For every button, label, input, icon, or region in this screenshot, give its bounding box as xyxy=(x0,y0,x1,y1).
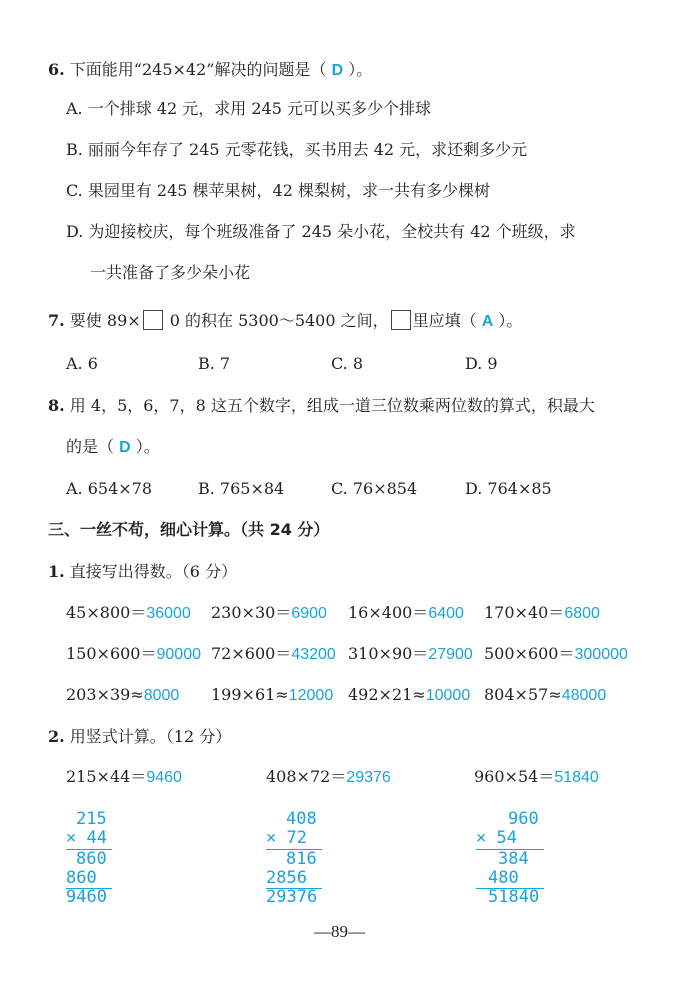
q7-option-c: C. 8 xyxy=(331,354,364,373)
vertical-line: 860 xyxy=(66,868,97,888)
calc2-text: 用竖式计算。（12 分） xyxy=(69,727,232,746)
q8-answer: D xyxy=(119,439,131,456)
calc-item xyxy=(348,603,464,624)
calc-answer: 48000 xyxy=(561,687,607,704)
calc-item xyxy=(211,603,327,624)
q7-answer: A xyxy=(481,313,494,330)
calc-expr: 215×44＝ xyxy=(66,767,147,786)
vertical-expr xyxy=(66,767,182,788)
calc-item xyxy=(211,644,336,665)
q7-mid: 0 的积在 5300～5400 之间， xyxy=(164,311,389,330)
calc-expr: 310×90＝ xyxy=(348,644,429,663)
vertical-expr xyxy=(474,767,599,788)
calc-item xyxy=(66,603,191,624)
calc-answer: 9460 xyxy=(146,769,182,786)
q7-tail: ）。 xyxy=(493,311,523,330)
section-3-title: 三、一丝不苟，细心计算。（共 24 分） xyxy=(48,520,330,539)
q8-option-a: A. 654×78 xyxy=(66,479,153,498)
calc-expr: 492×21≈ xyxy=(348,685,426,704)
vertical-line: × 72 xyxy=(266,828,307,848)
calc2-number: 2. xyxy=(48,727,65,746)
calc-answer: 36000 xyxy=(146,605,191,622)
vertical-line: 384 xyxy=(498,849,529,869)
q6-number: 6. xyxy=(48,60,65,79)
q6-option-d-cont: 一共准备了多少朵小花 xyxy=(90,263,251,282)
q6-option-b: B. 丽丽今年存了 245 元零花钱，买书用去 42 元，求还剩多少元 xyxy=(66,140,528,159)
q7-option-a: A. 6 xyxy=(66,354,98,373)
q7-pre: 要使 89× xyxy=(69,311,141,330)
calc-answer: 8000 xyxy=(143,687,180,704)
calc-item xyxy=(348,644,473,665)
calc-answer: 6800 xyxy=(564,605,600,622)
q6-option-c: C. 果园里有 245 棵苹果树，42 棵梨树，求一共有多少棵树 xyxy=(66,181,491,200)
q8-text: 用 4，5，6，7，8 这五个数字，组成一道三位数乘两位数的算式，积最大 xyxy=(69,396,595,415)
q8-number: 8. xyxy=(48,396,65,415)
q7-option-b: B. 7 xyxy=(198,354,231,373)
q6-text: 下面能用“245×42”解决的问题是（ xyxy=(69,60,332,79)
vertical-line: 9460 xyxy=(66,887,107,907)
calc-answer: 6900 xyxy=(291,605,327,622)
blank-box xyxy=(143,310,163,330)
q8-line1 xyxy=(48,396,595,416)
vertical-line: 2856 xyxy=(266,868,307,888)
calc2-title xyxy=(48,727,231,747)
calc-answer: 10000 xyxy=(425,687,471,704)
vertical-expr xyxy=(266,767,391,788)
vertical-line: 51840 xyxy=(488,887,540,907)
page-number: —89— xyxy=(314,922,365,941)
vertical-line: × 44 xyxy=(66,828,107,848)
calc-expr: 199×61≈ xyxy=(211,685,289,704)
calc-item xyxy=(66,644,201,665)
calc-answer: 51840 xyxy=(554,769,599,786)
vertical-line: 215 xyxy=(76,809,107,829)
calc-expr: 16×400＝ xyxy=(348,603,429,622)
calc-answer: 90000 xyxy=(156,646,201,663)
calc-expr: 150×600＝ xyxy=(66,644,157,663)
calc-item xyxy=(484,685,606,706)
calc-item xyxy=(484,603,600,624)
vertical-line: 960 xyxy=(508,809,539,829)
q6-option-d: D. 为迎接校庆，每个班级准备了 245 朵小花，全校共有 42 个班级，求 xyxy=(66,222,576,241)
calc1-text: 直接写出得数。（6 分） xyxy=(69,562,238,581)
calc1-number: 1. xyxy=(48,562,65,581)
calc-expr: 45×800＝ xyxy=(66,603,147,622)
calc-answer: 300000 xyxy=(574,646,628,663)
calc-answer: 27900 xyxy=(428,646,473,663)
q8-tail: ）。 xyxy=(130,437,160,456)
vertical-line: 860 xyxy=(76,849,107,869)
q7-option-d: D. 9 xyxy=(465,354,498,373)
q6-stem xyxy=(48,60,372,81)
q6-answer: D xyxy=(331,62,344,79)
vertical-line: 408 xyxy=(286,809,317,829)
q7-post: 里应填（ xyxy=(412,311,482,330)
calc-answer: 43200 xyxy=(291,646,336,663)
calc-expr: 170×40＝ xyxy=(484,603,565,622)
calc-item xyxy=(484,644,628,665)
calc-expr: 500×600＝ xyxy=(484,644,575,663)
q8-option-c: C. 76×854 xyxy=(331,479,418,498)
calc-expr: 230×30＝ xyxy=(211,603,292,622)
q7-stem xyxy=(48,310,522,332)
calc-expr: 72×600＝ xyxy=(211,644,292,663)
q6-tail: ）。 xyxy=(343,60,373,79)
q8-option-d: D. 764×85 xyxy=(465,479,552,498)
q6-option-a: A. 一个排球 42 元，求用 245 元可以买多少个排球 xyxy=(66,99,431,118)
calc-item xyxy=(66,685,179,706)
calc-answer: 6400 xyxy=(428,605,464,622)
vertical-line: 29376 xyxy=(266,887,318,907)
q8-line2 xyxy=(66,437,160,458)
calc-expr: 960×54＝ xyxy=(474,767,555,786)
vertical-line: 480 xyxy=(488,868,519,888)
calc-item xyxy=(348,685,470,706)
q8-option-b: B. 765×84 xyxy=(198,479,285,498)
calc-expr: 804×57≈ xyxy=(484,685,562,704)
vertical-line: 816 xyxy=(286,849,317,869)
calc-answer: 12000 xyxy=(288,687,334,704)
calc-expr: 408×72＝ xyxy=(266,767,347,786)
q8-line2-text: 的是（ xyxy=(66,437,120,456)
calc1-title xyxy=(48,562,237,582)
q7-number: 7. xyxy=(48,311,65,330)
vertical-line: × 54 xyxy=(476,828,517,848)
blank-box xyxy=(391,310,411,330)
calc-item xyxy=(211,685,333,706)
calc-expr: 203×39≈ xyxy=(66,685,144,704)
calc-answer: 29376 xyxy=(346,769,391,786)
